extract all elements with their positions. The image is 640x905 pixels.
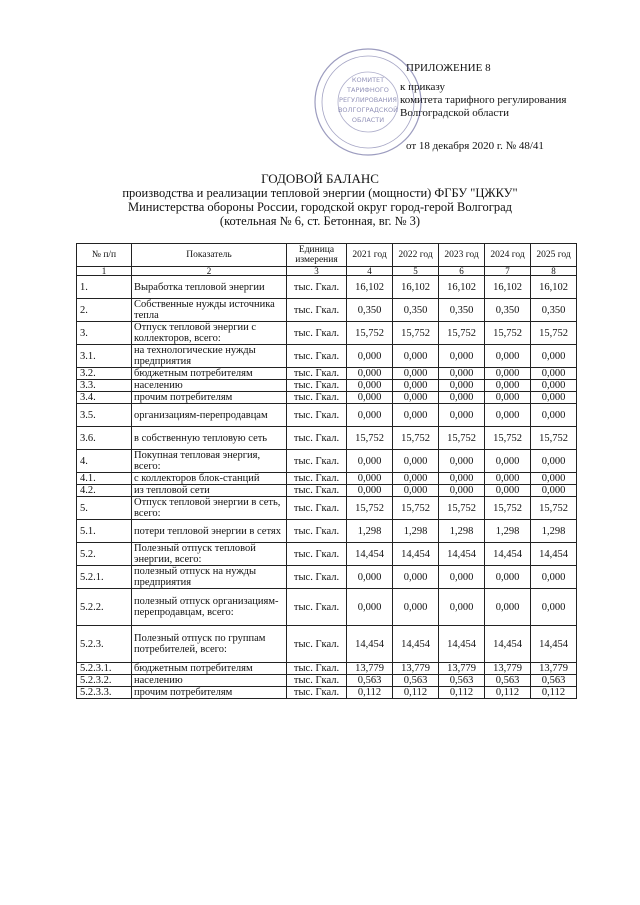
row-value-2021: 15,752	[347, 322, 393, 345]
colnum: 3	[287, 267, 347, 276]
row-value-2023: 14,454	[439, 543, 485, 566]
row-value-2023: 0,000	[439, 404, 485, 427]
row-value-2021: 0,563	[347, 675, 393, 687]
table-header-row	[77, 244, 577, 267]
row-number: 5.2.3.1.	[77, 663, 132, 675]
row-unit: тыс. Гкал.	[287, 543, 347, 566]
row-value-2022: 15,752	[393, 427, 439, 450]
row-value-2022: 0,350	[393, 299, 439, 322]
row-value-2023: 13,779	[439, 663, 485, 675]
row-value-2022: 14,454	[393, 543, 439, 566]
row-value-2023: 0,350	[439, 299, 485, 322]
document-title	[0, 172, 640, 228]
row-value-2023: 0,000	[439, 380, 485, 392]
row-indicator: Полезный отпуск тепловой энергии, всего:	[132, 543, 287, 566]
row-unit: тыс. Гкал.	[287, 485, 347, 497]
table-row	[77, 589, 577, 626]
table-row	[77, 520, 577, 543]
row-indicator: полезный отпуск организациям-перепродавцам, всего:	[132, 589, 287, 626]
row-value-2023: 15,752	[439, 497, 485, 520]
row-unit: тыс. Гкал.	[287, 663, 347, 675]
row-number: 5.2.3.3.	[77, 687, 132, 699]
row-number: 2.	[77, 299, 132, 322]
row-value-2024: 15,752	[485, 427, 531, 450]
row-value-2022: 0,000	[393, 368, 439, 380]
committee-line: комитета тарифного регулирования	[400, 94, 567, 106]
table-row	[77, 566, 577, 589]
row-value-2022: 1,298	[393, 520, 439, 543]
official-seal-stamp	[312, 46, 424, 158]
row-value-2021: 0,112	[347, 687, 393, 699]
row-indicator: Отпуск тепловой энергии с коллекторов, всего:	[132, 322, 287, 345]
row-unit: тыс. Гкал.	[287, 404, 347, 427]
row-indicator: на технологические нужды предприятия	[132, 345, 287, 368]
row-number: 5.2.	[77, 543, 132, 566]
row-number: 5.1.	[77, 520, 132, 543]
row-value-2021: 1,298	[347, 520, 393, 543]
row-number: 3.3.	[77, 380, 132, 392]
table-row	[77, 626, 577, 663]
row-indicator: бюджетным потребителям	[132, 663, 287, 675]
row-unit: тыс. Гкал.	[287, 497, 347, 520]
row-value-2025: 0,000	[531, 473, 577, 485]
row-value-2025: 1,298	[531, 520, 577, 543]
row-value-2024: 0,000	[485, 404, 531, 427]
row-number: 4.	[77, 450, 132, 473]
row-value-2025: 0,000	[531, 345, 577, 368]
row-value-2021: 0,000	[347, 450, 393, 473]
table-row	[77, 450, 577, 473]
row-value-2025: 14,454	[531, 543, 577, 566]
row-unit: тыс. Гкал.	[287, 299, 347, 322]
header-year-2021: 2021 год	[347, 244, 393, 267]
row-indicator: Отпуск тепловой энергии в сеть, всего:	[132, 497, 287, 520]
column-number-row	[77, 267, 577, 276]
row-value-2024: 0,000	[485, 566, 531, 589]
colnum: 1	[77, 267, 132, 276]
row-value-2023: 0,000	[439, 392, 485, 404]
balance-table	[76, 243, 577, 699]
row-value-2021: 0,000	[347, 404, 393, 427]
row-value-2021: 14,454	[347, 626, 393, 663]
row-number: 4.1.	[77, 473, 132, 485]
header-unit: Единица измерения	[287, 244, 347, 267]
row-value-2022: 0,000	[393, 392, 439, 404]
row-value-2023: 0,000	[439, 589, 485, 626]
row-value-2023: 16,102	[439, 276, 485, 299]
row-value-2023: 14,454	[439, 626, 485, 663]
row-value-2021: 0,000	[347, 566, 393, 589]
row-value-2024: 16,102	[485, 276, 531, 299]
row-value-2025: 0,112	[531, 687, 577, 699]
row-value-2022: 0,000	[393, 345, 439, 368]
row-value-2022: 0,000	[393, 485, 439, 497]
row-indicator: бюджетным потребителям	[132, 368, 287, 380]
row-value-2024: 0,000	[485, 485, 531, 497]
row-value-2025: 0,000	[531, 404, 577, 427]
row-value-2025: 15,752	[531, 427, 577, 450]
row-number: 4.2.	[77, 485, 132, 497]
row-value-2024: 15,752	[485, 322, 531, 345]
table-row	[77, 276, 577, 299]
row-number: 1.	[77, 276, 132, 299]
row-unit: тыс. Гкал.	[287, 520, 347, 543]
row-value-2021: 0,000	[347, 473, 393, 485]
row-unit: тыс. Гкал.	[287, 626, 347, 663]
table-row	[77, 485, 577, 497]
table-row	[77, 497, 577, 520]
row-value-2021: 0,000	[347, 380, 393, 392]
row-value-2021: 0,000	[347, 345, 393, 368]
row-unit: тыс. Гкал.	[287, 392, 347, 404]
row-value-2024: 0,112	[485, 687, 531, 699]
table-row	[77, 663, 577, 675]
row-value-2021: 0,000	[347, 392, 393, 404]
row-indicator: потери тепловой энергии в сетях	[132, 520, 287, 543]
row-unit: тыс. Гкал.	[287, 380, 347, 392]
row-value-2021: 16,102	[347, 276, 393, 299]
row-value-2022: 0,000	[393, 380, 439, 392]
seal-text-line: КОМИТЕТ	[351, 76, 385, 84]
row-indicator: из тепловой сети	[132, 485, 287, 497]
row-number: 3.4.	[77, 392, 132, 404]
seal-text-line: ОБЛАСТИ	[351, 116, 385, 124]
table-row	[77, 675, 577, 687]
row-value-2023: 0,112	[439, 687, 485, 699]
row-value-2024: 13,779	[485, 663, 531, 675]
row-indicator: Выработка тепловой энергии	[132, 276, 287, 299]
row-value-2022: 15,752	[393, 497, 439, 520]
table-row	[77, 368, 577, 380]
table-row	[77, 427, 577, 450]
row-value-2021: 14,454	[347, 543, 393, 566]
row-indicator: населению	[132, 380, 287, 392]
header-year-2023: 2023 год	[439, 244, 485, 267]
seal-text-line: ВОЛГОГРАДСКОЙ	[337, 106, 399, 114]
table-row	[77, 380, 577, 392]
row-unit: тыс. Гкал.	[287, 345, 347, 368]
row-value-2025: 0,000	[531, 450, 577, 473]
header-year-2022: 2022 год	[393, 244, 439, 267]
order-line: к приказу	[400, 81, 446, 93]
row-unit: тыс. Гкал.	[287, 687, 347, 699]
row-number: 3.1.	[77, 345, 132, 368]
row-value-2021: 15,752	[347, 497, 393, 520]
row-value-2022: 0,000	[393, 589, 439, 626]
row-value-2025: 0,000	[531, 392, 577, 404]
row-value-2022: 0,000	[393, 566, 439, 589]
header-num: № п/п	[77, 244, 132, 267]
row-unit: тыс. Гкал.	[287, 473, 347, 485]
row-unit: тыс. Гкал.	[287, 589, 347, 626]
row-value-2023: 0,000	[439, 450, 485, 473]
row-value-2025: 0,563	[531, 675, 577, 687]
row-number: 5.2.2.	[77, 589, 132, 626]
row-value-2025: 0,000	[531, 589, 577, 626]
row-value-2024: 0,350	[485, 299, 531, 322]
row-value-2023: 0,000	[439, 368, 485, 380]
table-row	[77, 299, 577, 322]
row-indicator: Покупная тепловая энергия, всего:	[132, 450, 287, 473]
row-indicator: организациям-перепродавцам	[132, 404, 287, 427]
row-unit: тыс. Гкал.	[287, 427, 347, 450]
region-line: Волгоградской области	[400, 107, 509, 119]
row-indicator: Собственные нужды источника тепла	[132, 299, 287, 322]
table-row	[77, 543, 577, 566]
header-year-2024: 2024 год	[485, 244, 531, 267]
title-line-4: (котельная № 6, ст. Бетонная, вг. № 3)	[219, 214, 421, 228]
row-value-2024: 14,454	[485, 626, 531, 663]
row-value-2021: 0,350	[347, 299, 393, 322]
row-value-2025: 0,000	[531, 485, 577, 497]
row-indicator: прочим потребителям	[132, 687, 287, 699]
row-value-2023: 0,000	[439, 473, 485, 485]
row-indicator: прочим потребителям	[132, 392, 287, 404]
colnum: 4	[347, 267, 393, 276]
row-number: 5.	[77, 497, 132, 520]
header-year-2025: 2025 год	[531, 244, 577, 267]
row-value-2025: 0,000	[531, 380, 577, 392]
title-line-3: Министерства обороны России, городской округ город-герой Волгоград	[127, 200, 512, 214]
row-value-2023: 0,563	[439, 675, 485, 687]
colnum: 7	[485, 267, 531, 276]
row-value-2024: 0,000	[485, 345, 531, 368]
table-row	[77, 404, 577, 427]
row-value-2022: 15,752	[393, 322, 439, 345]
table-row	[77, 322, 577, 345]
row-value-2024: 1,298	[485, 520, 531, 543]
row-number: 5.2.3.	[77, 626, 132, 663]
row-unit: тыс. Гкал.	[287, 675, 347, 687]
row-number: 3.2.	[77, 368, 132, 380]
row-number: 3.5.	[77, 404, 132, 427]
row-value-2023: 0,000	[439, 345, 485, 368]
colnum: 6	[439, 267, 485, 276]
row-number: 3.6.	[77, 427, 132, 450]
row-number: 5.2.1.	[77, 566, 132, 589]
row-value-2025: 15,752	[531, 322, 577, 345]
appendix-header	[400, 62, 620, 153]
row-value-2025: 0,000	[531, 368, 577, 380]
row-value-2022: 0,000	[393, 473, 439, 485]
row-unit: тыс. Гкал.	[287, 450, 347, 473]
row-value-2022: 0,000	[393, 450, 439, 473]
row-value-2021: 0,000	[347, 485, 393, 497]
row-value-2024: 0,000	[485, 380, 531, 392]
row-indicator: Полезный отпуск по группам потребителей, всего:	[132, 626, 287, 663]
row-value-2022: 16,102	[393, 276, 439, 299]
table-row	[77, 687, 577, 699]
row-value-2024: 0,000	[485, 473, 531, 485]
row-number: 3.	[77, 322, 132, 345]
table-row	[77, 345, 577, 368]
colnum: 5	[393, 267, 439, 276]
row-unit: тыс. Гкал.	[287, 276, 347, 299]
row-value-2023: 1,298	[439, 520, 485, 543]
row-value-2021: 0,000	[347, 368, 393, 380]
row-indicator: полезный отпуск на нужды предприятия	[132, 566, 287, 589]
row-value-2022: 0,112	[393, 687, 439, 699]
row-value-2024: 0,000	[485, 368, 531, 380]
row-value-2025: 0,350	[531, 299, 577, 322]
table-row	[77, 473, 577, 485]
row-value-2024: 0,000	[485, 589, 531, 626]
row-unit: тыс. Гкал.	[287, 368, 347, 380]
row-unit: тыс. Гкал.	[287, 322, 347, 345]
colnum: 8	[531, 267, 577, 276]
row-indicator: населению	[132, 675, 287, 687]
row-value-2021: 0,000	[347, 589, 393, 626]
colnum: 2	[132, 267, 287, 276]
row-value-2022: 13,779	[393, 663, 439, 675]
row-value-2023: 15,752	[439, 427, 485, 450]
row-value-2025: 13,779	[531, 663, 577, 675]
row-value-2021: 13,779	[347, 663, 393, 675]
row-indicator: в собственную тепловую сеть	[132, 427, 287, 450]
row-value-2024: 0,000	[485, 392, 531, 404]
row-value-2022: 14,454	[393, 626, 439, 663]
header-indicator: Показатель	[132, 244, 287, 267]
row-value-2024: 0,000	[485, 450, 531, 473]
row-value-2024: 14,454	[485, 543, 531, 566]
row-value-2023: 0,000	[439, 566, 485, 589]
row-value-2025: 14,454	[531, 626, 577, 663]
row-unit: тыс. Гкал.	[287, 566, 347, 589]
seal-text-line: РЕГУЛИРОВАНИЯ	[339, 96, 397, 104]
row-value-2023: 0,000	[439, 485, 485, 497]
row-value-2023: 15,752	[439, 322, 485, 345]
order-date: от 18 декабря 2020 г. № 48/41	[406, 140, 544, 152]
appendix-title: ПРИЛОЖЕНИЕ 8	[406, 62, 491, 74]
table-row	[77, 392, 577, 404]
title-main: ГОДОВОЙ БАЛАНС	[261, 171, 379, 186]
row-indicator: с коллекторов блок-станций	[132, 473, 287, 485]
row-value-2025: 15,752	[531, 497, 577, 520]
row-number: 5.2.3.2.	[77, 675, 132, 687]
row-value-2025: 0,000	[531, 566, 577, 589]
row-value-2025: 16,102	[531, 276, 577, 299]
title-line-2: производства и реализации тепловой энергии (мощности) ФГБУ "ЦЖКУ"	[122, 186, 518, 200]
row-value-2024: 15,752	[485, 497, 531, 520]
row-value-2022: 0,000	[393, 404, 439, 427]
seal-text-line: ТАРИФНОГО	[347, 86, 389, 94]
row-value-2022: 0,563	[393, 675, 439, 687]
row-value-2024: 0,563	[485, 675, 531, 687]
row-value-2021: 15,752	[347, 427, 393, 450]
